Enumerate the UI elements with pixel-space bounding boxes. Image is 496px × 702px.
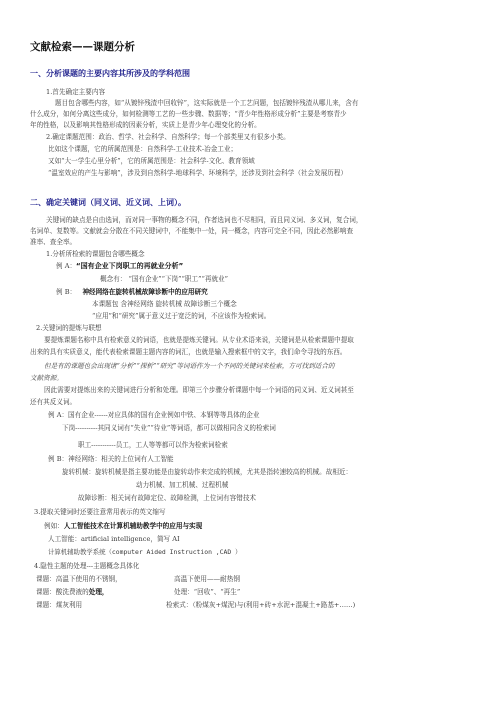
s1-item1-p2: 什么成分，如何分离这些成分，如何检测等工艺的一些步骤、数据等；“青少年性格形成分析”主要是考察青少 [30, 110, 347, 118]
section1-heading: 一、分析课题的主要内容其所涉及的学科范围 [30, 69, 190, 78]
example-b2-line1: 例 B：神经网络：相关的上位词有人工智能 [48, 455, 174, 463]
example-b-note: “应用”和“研究”属于意义过于宽泛的词，不应该作为检索词。 [92, 312, 271, 320]
s2-item2-p3: 因此需要对提炼出来的关键词进行分析和处理。即第三个步骤分析课题中每一个词语的同义词、近义词甚至 [44, 386, 354, 394]
s2-p2: 名词单、复数等。文献就会分散在不同关键词中，不能集中一处，同一概念，内容可完全不同，因此必然影响查 [30, 227, 354, 235]
item4-line1b: 高温下使用——耐热钢 [174, 575, 240, 583]
s2-item4-head: 4.隐性主题的处理---主题概念具体化 [34, 562, 140, 570]
s2-item2-p1: 要提炼课题名称中具有检索意义的词语，也就是提炼关键词。从专业术语来说，关键词是从检索课题中提取 [44, 336, 354, 344]
example-b-concepts: 本课题包 含神经网络 旋转机械 故障诊断三个概念 [92, 300, 237, 308]
item4-line2b: 处理， [88, 588, 109, 596]
item4-line3a: 课题：煤灰利用 [36, 601, 83, 609]
item4-line3b: 检索式：（粉煤灰+煤泥)与(利用+砖+水泥+混凝土+路基+……) [166, 601, 356, 609]
example-a-label: 例 A： [56, 262, 77, 270]
item4-line2 [36, 588, 109, 596]
s1-item2-ex3: “温室效应的产生与影响”，涉及到自然科学-地球科学、环境科学，还涉及到社会科学（社会发展历程） [48, 169, 348, 177]
s2-item2-p2: 出来的具有实质意义，能代表检索课题主题内容的词汇，也就是输入搜索框中的文字，我们命令寻找的东西。 [30, 348, 347, 356]
example-a-concepts: 概念有： “国有企业”“下岗”“职工”“再就业” [100, 275, 228, 283]
s1-item2-ex2: 又如“大一学生心里分析”，它的所属范围是：社会科学-文化、教育领域 [48, 157, 255, 165]
example-b2-line2: 旋转机械：旋转机械是指主要功能是由旋转动作来完成的机械，尤其是指转速较高的机械。故相近： [62, 468, 353, 476]
s2-p3: 准率、查全率。 [30, 238, 77, 246]
s1-item1-p1: 题目包含哪些内容，如“从镀锌残渣中回收锌”，这实际就是一个工艺问题，包括镀锌残渣从哪儿来，含有 [55, 99, 359, 107]
s1-item2-head: 2.确定课题范围：政治、哲学、社会科学、自然科学；每一个部类里又有很多小类。 [46, 133, 290, 141]
example-b-title: 神经网络在旋转机械故障诊断中的应用研究 [82, 288, 208, 296]
item3-cai: 计算机辅助教学系统（computer Aided Instruction ,CAD ） [48, 548, 242, 556]
section2-heading: 二、确定关键词（同义词、近义词、上词）。 [30, 198, 186, 207]
item3-example-title: 人工智能技术在计算机辅助教学中的应用与实现 [63, 522, 203, 530]
item3-ai: 人工智能：artificial intelligence，简写 AI [48, 535, 180, 543]
item3-example-label: 例如： [44, 522, 64, 530]
example-a2-line1: 例 A：国有企业------对应具体的国有企业例如中铁、本钢等等具体的企业 [48, 411, 260, 419]
example-a2-line3: 职工-----------员工，工人等等都可以作为检索词检索 [78, 441, 228, 449]
example-b2-line4: 故障诊断：相关词有故障定位、故障检测，上位词有容错技术 [78, 494, 257, 502]
s1-item1-head: 1.首先确定主要内容 [46, 88, 106, 96]
example-a2-line2: 下岗----------其同义词有“失业”“待业”等词语，都可以做相同含义的检索词 [62, 424, 276, 432]
item4-line1a: 课题：高温下使用的不锈钢， [36, 575, 122, 583]
s1-item1-p3: 年的性格，以及影响其性格形成的因素分析，实质上是青少年心理变化的分析。 [30, 121, 261, 129]
s2-italic-1: 但是有的课题也会出现诸“分析”“探析”“研究”等词语作为一个不同的关键词来检索，方可找到适合的 [44, 362, 335, 370]
s2-item2-head: 2.关键词的提炼与联想 [36, 324, 102, 332]
s2-p1: 关键词的缺点是自由选词，而对同一事物的概念不同，作者选词也不尽相同，而且同义词、多义词，复合词， [46, 216, 363, 224]
example-b [56, 288, 208, 296]
item4-line2a: 课题：酸洗费液的 [36, 588, 89, 596]
example-b-label: 例 B： [56, 288, 77, 296]
item4-line2c: 处理：“回收”、“再生” [174, 588, 241, 596]
s2-item3-head: 3.提取关键词时还要注意常用表示的英文缩写 [34, 508, 166, 516]
example-b2-line3: 动力机械、加工机械、过程机械 [136, 481, 229, 489]
s2-italic-2: 文献资源。 [30, 374, 63, 382]
s1-item2-ex1: 比如这个课题，它的所属范围是：自然科学-工业技术-冶金工业； [48, 145, 238, 153]
s2-item2-p4: 还有其反义词。 [30, 398, 77, 406]
s2-item1-head: 1.分析所检索的课题包含哪些概念 [46, 250, 145, 258]
document-title: 文献检索——课题分析 [30, 41, 135, 53]
example-a [56, 262, 183, 270]
item3-example [44, 522, 202, 530]
example-a-title: “国有企业下岗职工的再就业分析” [76, 262, 184, 270]
